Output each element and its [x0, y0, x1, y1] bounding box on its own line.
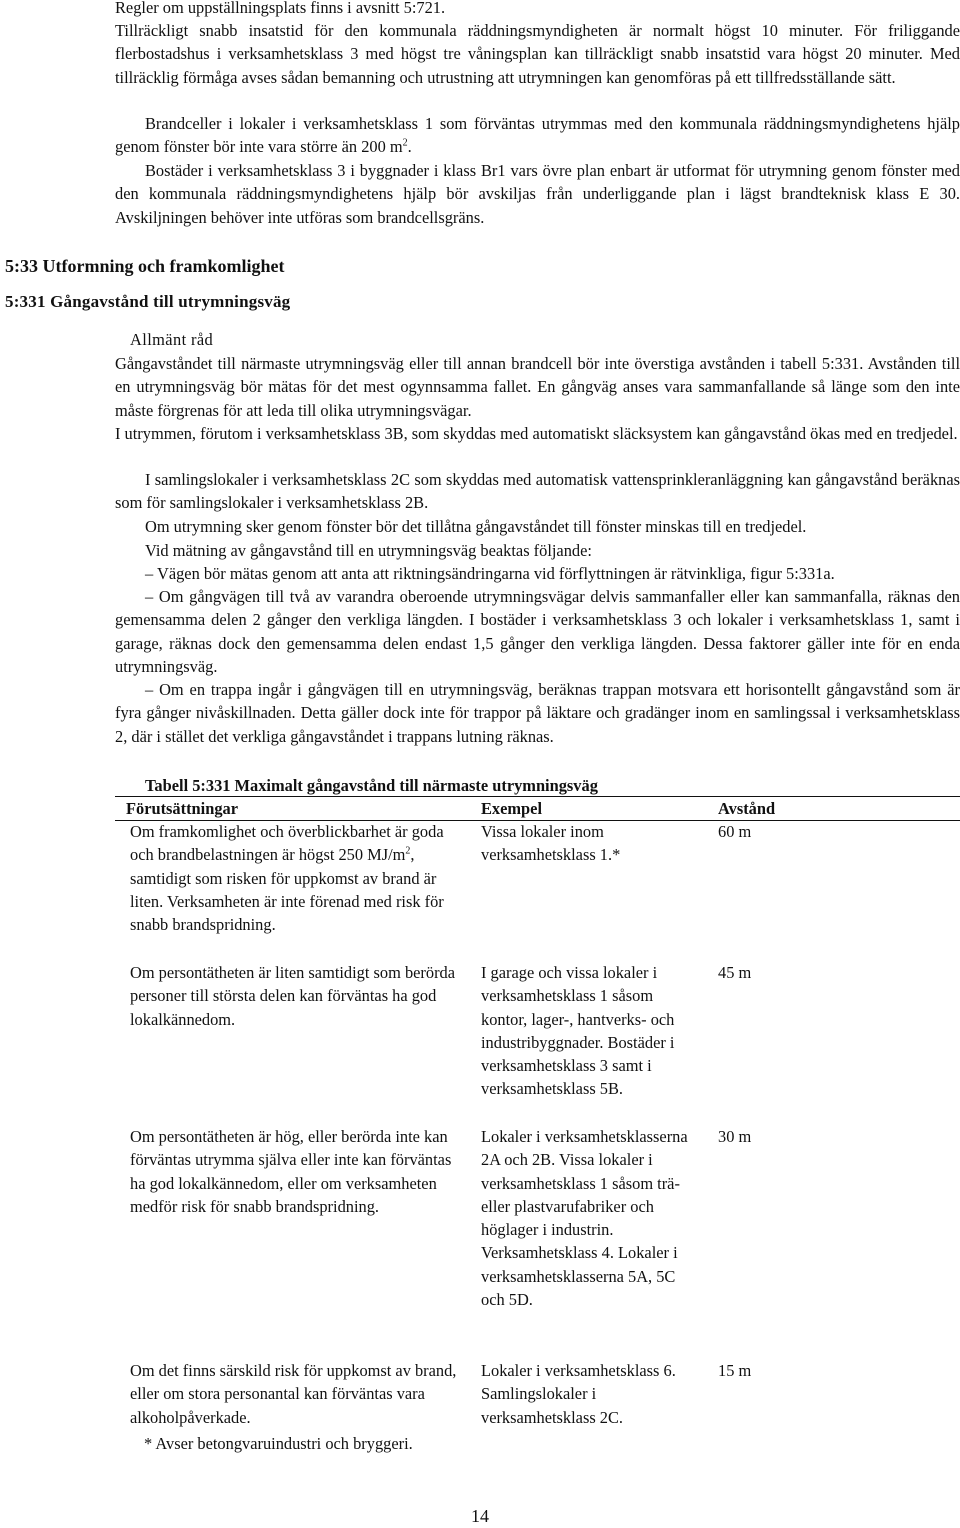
table-header-forutsattningar: Förutsättningar [126, 799, 238, 818]
table-header-exempel: Exempel [481, 799, 543, 818]
table-row-2-condition: Om persontätheten är liten samtidigt som berörda personer till största delen kan förväntas ha god lokalkännedom. [130, 963, 455, 1029]
table-row-3-example: Lokaler i verksamhetsklasserna 2A och 2B. Vissa lokaler i verksamhetsklass 1 såsom trä- eller plastvarufabriker och höglager i industrin. Verksamhetsklass 4. Lokaler i verksamhetsklasserna 5A, 5C och 5D. [481, 1127, 688, 1310]
table-row-4-distance: 15 m [718, 1361, 752, 1380]
condition-superscript: 2 [405, 845, 411, 857]
table-top-rule [115, 796, 960, 797]
condition-text-cont: , samtidigt som risken för uppkomst av brand är liten. Verksamheten är inte förenad med risk för snabb brandspridning. [130, 845, 444, 935]
table-row-4-example: Lokaler i verksamhetsklass 6. Samlingslokaler i verksamhetsklass 2C. [481, 1361, 676, 1427]
table-caption: Tabell 5:331 Maximalt gångavstånd till närmaste utrymningsväg [145, 776, 598, 795]
table-header-avstand: Avstånd [718, 799, 776, 818]
advice-label: Allmänt råd [130, 330, 214, 349]
advice-paragraph: Om utrymning sker genom fönster bör det tillåtna gångavståndet till fönster minskas till en tredjedel. [145, 517, 807, 536]
paragraph-insatstid: Tillräckligt snabb insatstid för den kommunala räddningsmyndigheten är normalt högst 10 minuter. För friliggande flerbostadshus i verksamhetsklass 3 med högst tre våningsplan kan tillräckligt snabb insatstid vara högst 20 minuter. Med tillräcklig förmåga avses sådan bemanning och utrustning att utrymningen kan genomföras på ett tillfredsställande sätt. [115, 21, 960, 87]
area-superscript: 2 [402, 137, 408, 149]
section-heading: 5:33 Utformning och framkomlighet [5, 256, 285, 276]
condition-text: Om framkomlighet och överblickbarhet är goda och brandbelastningen är högst 250 MJ/m [130, 822, 444, 865]
subsection-heading: 5:331 Gångavstånd till utrymningsväg [5, 292, 291, 311]
advice-paragraph: Vid mätning av gångavstånd till en utrymningsväg beaktas följande: [145, 541, 592, 560]
page-number: 14 [471, 1506, 489, 1526]
table-row-3-condition: Om persontätheten är hög, eller berörda inte kan förväntas utrymma själva eller inte kan förväntas ha god lokalkännedom, eller om verksamheten medför risk för snabb brandspridning. [130, 1127, 452, 1216]
brandceller-text: Brandceller i lokaler i verksamhetsklass 1 som förväntas utrymmas med den kommunala räddningsmyndighetens hjälp genom fönster bör inte vara större än 200 m [115, 114, 960, 157]
table-row-1-condition [130, 820, 450, 936]
advice-paragraph: I utrymmen, förutom i verksamhetsklass 3B, som skyddas med automatiskt släcksystem kan gångavstånd ökas med en tredjedel. [115, 424, 958, 443]
paragraph-bostader-br1: Bostäder i verksamhetsklass 3 i byggnader i klass Br1 vars övre plan enbart är utformat för utrymning genom fönster med den kommunala räddningsmyndighetens hjälp bör avskiljas från underliggande plan i lägst brandteknisk klass E 30. Avskiljningen behöver inte utföras som brandcellsgräns. [115, 161, 960, 227]
list-item: – Om en trappa ingår i gångvägen till en utrymningsväg, beräknas trappan motsvara ett horisontellt gångavstånd som är fyra gånger nivåskillnaden. Detta gäller dock inte för trappor på läktare och gradänger inom en samlingssal i verksamhetsklass 2, där i stället det verkliga gångavståndet i trappans lutning räknas. [115, 680, 960, 746]
paragraph-uppstallningsplats: Regler om uppställningsplats finns i avsnitt 5:721. [115, 0, 446, 17]
table-row-4-condition: Om det finns särskild risk för uppkomst av brand, eller om stora personantal kan förväntas vara alkoholpåverkade. [130, 1361, 457, 1427]
table-row-2-example: I garage och vissa lokaler i verksamhetsklass 1 såsom kontor, lager-, hantverks- och industribyggnader. Bostäder i verksamhetsklass 3 samt i verksamhetsklass 5B. [481, 963, 675, 1099]
table-row-1-distance: 60 m [718, 822, 752, 841]
list-item: – Vägen bör mätas genom att anta att riktningsändringarna vid förflyttningen är rätvinkliga, figur 5:331a. [145, 564, 835, 583]
paragraph-brandceller [115, 112, 960, 159]
advice-paragraph: Gångavståndet till närmaste utrymningsväg eller till annan brandcell bör inte överstiga avstånden i tabell 5:331. Avstånden till en utrymningsväg bör mätas för det mest ogynnsamma fallet. En gångväg anses vara sammanfallande så länge som den inte måste förgrenas för att leda till olika utrymningsvägar. [115, 354, 960, 420]
advice-paragraph: I samlingslokaler i verksamhetsklass 2C som skyddas med automatisk vattensprinkleranläggning kan gångavstånd beräknas som för samlingslokaler i verksamhetsklass 2B. [115, 470, 960, 513]
table-row-3-distance: 30 m [718, 1127, 752, 1146]
table-row-1-example: Vissa lokaler inom verksamhetsklass 1.* [481, 822, 621, 865]
table-footnote: * Avser betongvaruindustri och bryggeri. [144, 1434, 413, 1453]
table-row-2-distance: 45 m [718, 963, 752, 982]
brandceller-end: . [407, 137, 412, 157]
list-item: – Om gångvägen till två av varandra oberoende utrymningsvägar delvis sammanfaller eller kan sammanfalla, räknas den gemensamma delen 2 gånger den verkliga längden. I bostäder i verksamhetsklass 3 och lokaler i verksamhetsklass 1, samt i garage, räknas dock den gemensamma delen endast 1,5 gånger den verkliga längden. Dessa faktorer gäller inte för en enda utrymningsväg. [115, 587, 960, 676]
